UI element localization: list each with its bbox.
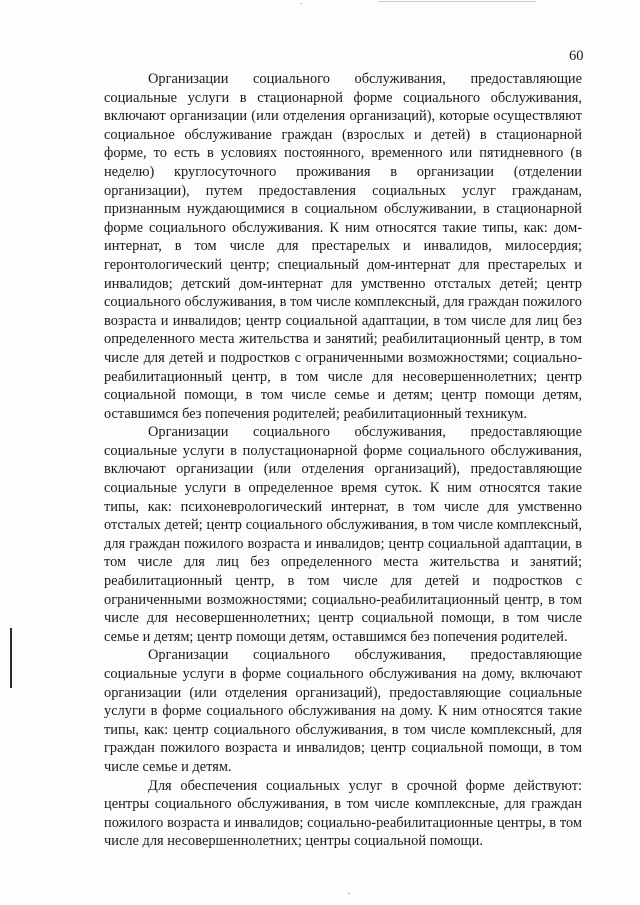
scan-artifact-bottom-dot	[348, 893, 350, 894]
paragraph-urgent-form: Для обеспечения социальных услуг в срочной форме действуют: центры социального обслуживания, в том числе комплексные, для граждан пожилого возраста и инвалидов; социально-реабилитационные центры, в том числе для несовершеннолетних; центры социальной помощи.	[104, 777, 582, 850]
paragraph-home-service-form: Организации социального обслуживания, предоставляющие социальные услуги в форме социального обслуживания на дому, включают организации (или отделения организаций), предоставляющие социальные услуги в форме социального обслуживания на дому. К ним относятся такие типы, как: центр социального обслуживания, в том числе комплексный, для граждан пожилого возраста и инвалидов; центр социальной помощи, в том числе семье и детям.	[104, 647, 582, 775]
scan-artifact-top-line	[378, 1, 536, 2]
scan-artifact-margin-line	[10, 628, 12, 688]
scan-artifact-top-dot	[300, 3, 302, 4]
document-body	[104, 70, 582, 851]
paragraph-semi-stationary-form: Организации социального обслуживания, предоставляющие социальные услуги в полустационарной форме социального обслуживания, включают организации (или отделения организаций), предоставляющие социальные услуги в определенное время суток. К ним относятся такие типы, как: психоневрологический интернат, в том числе для умственно отсталых детей; центр социального обслуживания, в том числе комплексный, для граждан пожилого возраста и инвалидов; центр социальной адаптации, в том числе для лиц без определенного места жительства и занятий; реабилитационный центр, в том числе для детей и подростков с ограниченными возможностями; социально-реабилитационный центр, в том числе для несовершеннолетних; центр социальной помощи, в том числе семье и детям; центр помощи детям, оставшимся без попечения родителей.	[104, 424, 582, 645]
page-number: 60	[569, 48, 584, 64]
paragraph-stationary-form: Организации социального обслуживания, предоставляющие социальные услуги в стационарной форме социального обслуживания, включают организации (или отделения организаций), которые осуществляют социальное обслуживание граждан (взрослых и детей) в стационарной форме, то есть в условиях постоянного, временного или пятидневного (в неделю) круглосуточного проживания в организации (отделении организации), путем предоставления социальных услуг гражданам, признанным нуждающимися в социальном обслуживании, в стационарной форме социального обслуживания. К ним относятся такие типы, как: дом-интернат, в том числе для престарелых и инвалидов, милосердия; геронтологический центр; специальный дом-интернат для престарелых и инвалидов; детский дом-интернат для умственно отсталых детей; центр социального обслуживания, в том числе комплексный, для граждан пожилого возраста и инвалидов; центр социальной адаптации, в том числе для лиц без определенного места жительства и занятий; реабилитационный центр, в том числе для детей и подростков с ограниченными возможностями; социально-реабилитационный центр, в том числе для несовершеннолетних; центр социальной помощи, в том числе семье и детям; центр помощи детям, оставшимся без попечения родителей; реабилитационный техникум.	[104, 71, 582, 422]
